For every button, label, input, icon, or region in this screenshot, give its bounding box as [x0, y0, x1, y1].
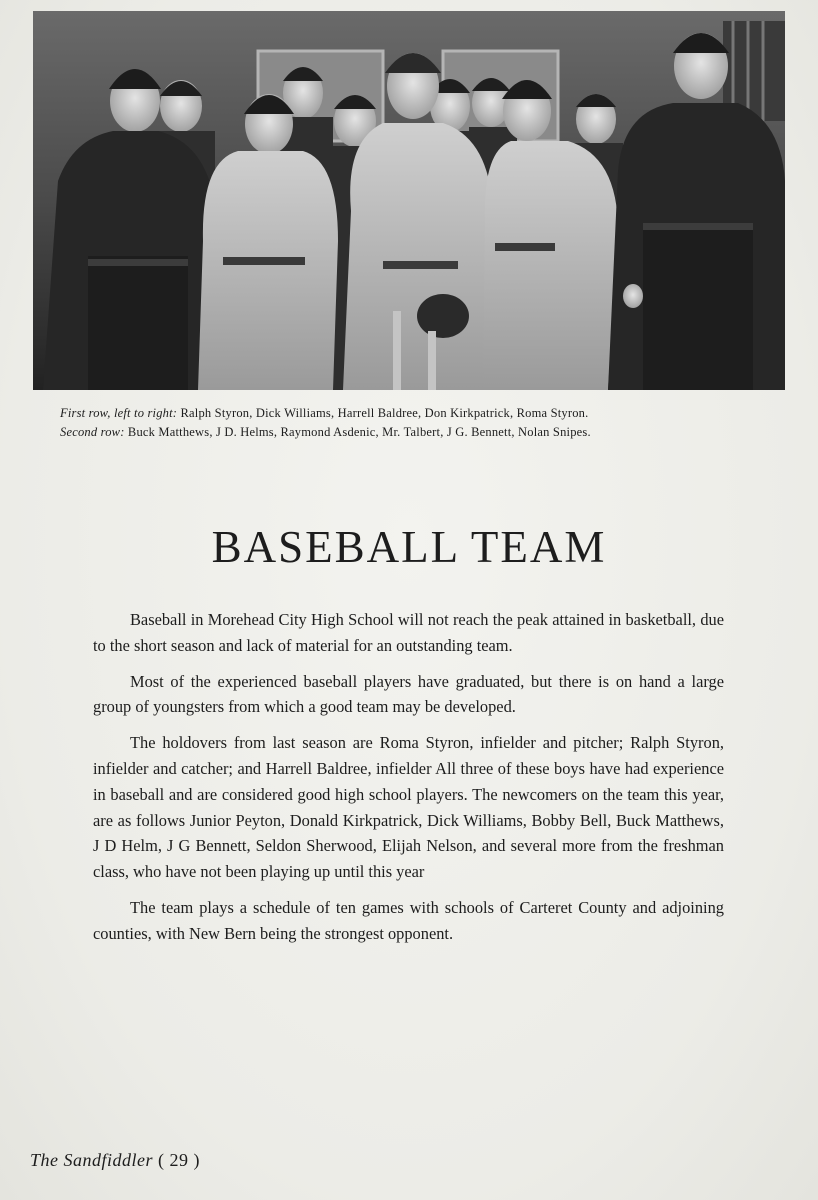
team-photo-illustration	[33, 11, 785, 390]
team-photo	[33, 11, 785, 390]
paragraph: Most of the experienced baseball players have graduated, but there is on hand a large group of youngsters from which a good team may be developed.	[93, 671, 724, 717]
photo-caption	[60, 404, 800, 442]
caption-second-row-label: Second row:	[60, 425, 125, 439]
page-number: ( 29 )	[158, 1150, 200, 1170]
caption-first-row-names: Ralph Styron, Dick Williams, Harrell Baldree, Don Kirkpatrick, Roma Styron.	[180, 406, 589, 420]
paragraph: Baseball in Morehead City High School will not reach the peak attained in basketball, due to the short season and lack of material for an outstanding team.	[93, 610, 724, 655]
caption-first-row	[60, 404, 800, 423]
caption-second-row	[60, 423, 800, 442]
article-body	[93, 607, 724, 957]
paragraph: The holdovers from last season are Roma Styron, infielder and pitcher; Ralph Styron, infielder and catcher; and Harrell Baldree, infielder All three of these boys have had experience in baseball and are considered good high school players. The newcomers on the team this year, are as follows Junior Peyton, Donald Kirkpatrick, Dick Williams, Bobby Bell, Buck Matthews, J D Helm, J G Bennett, Seldon Sherwood, Elijah Nelson, and several more from the freshman class, who have not been playing up until this year	[93, 733, 724, 882]
publication-name: The Sandfiddler	[30, 1150, 153, 1170]
page-title: BASEBALL TEAM	[211, 522, 607, 572]
caption-second-row-names: Buck Matthews, J D. Helms, Raymond Asdenic, Mr. Talbert, J G. Bennett, Nolan Snipes.	[127, 425, 591, 439]
caption-first-row-label: First row, left to right:	[60, 406, 178, 420]
page-footer	[30, 1150, 200, 1171]
paragraph: The team plays a schedule of ten games with schools of Carteret County and adjoining counties, with New Bern being the strongest opponent.	[93, 897, 724, 943]
